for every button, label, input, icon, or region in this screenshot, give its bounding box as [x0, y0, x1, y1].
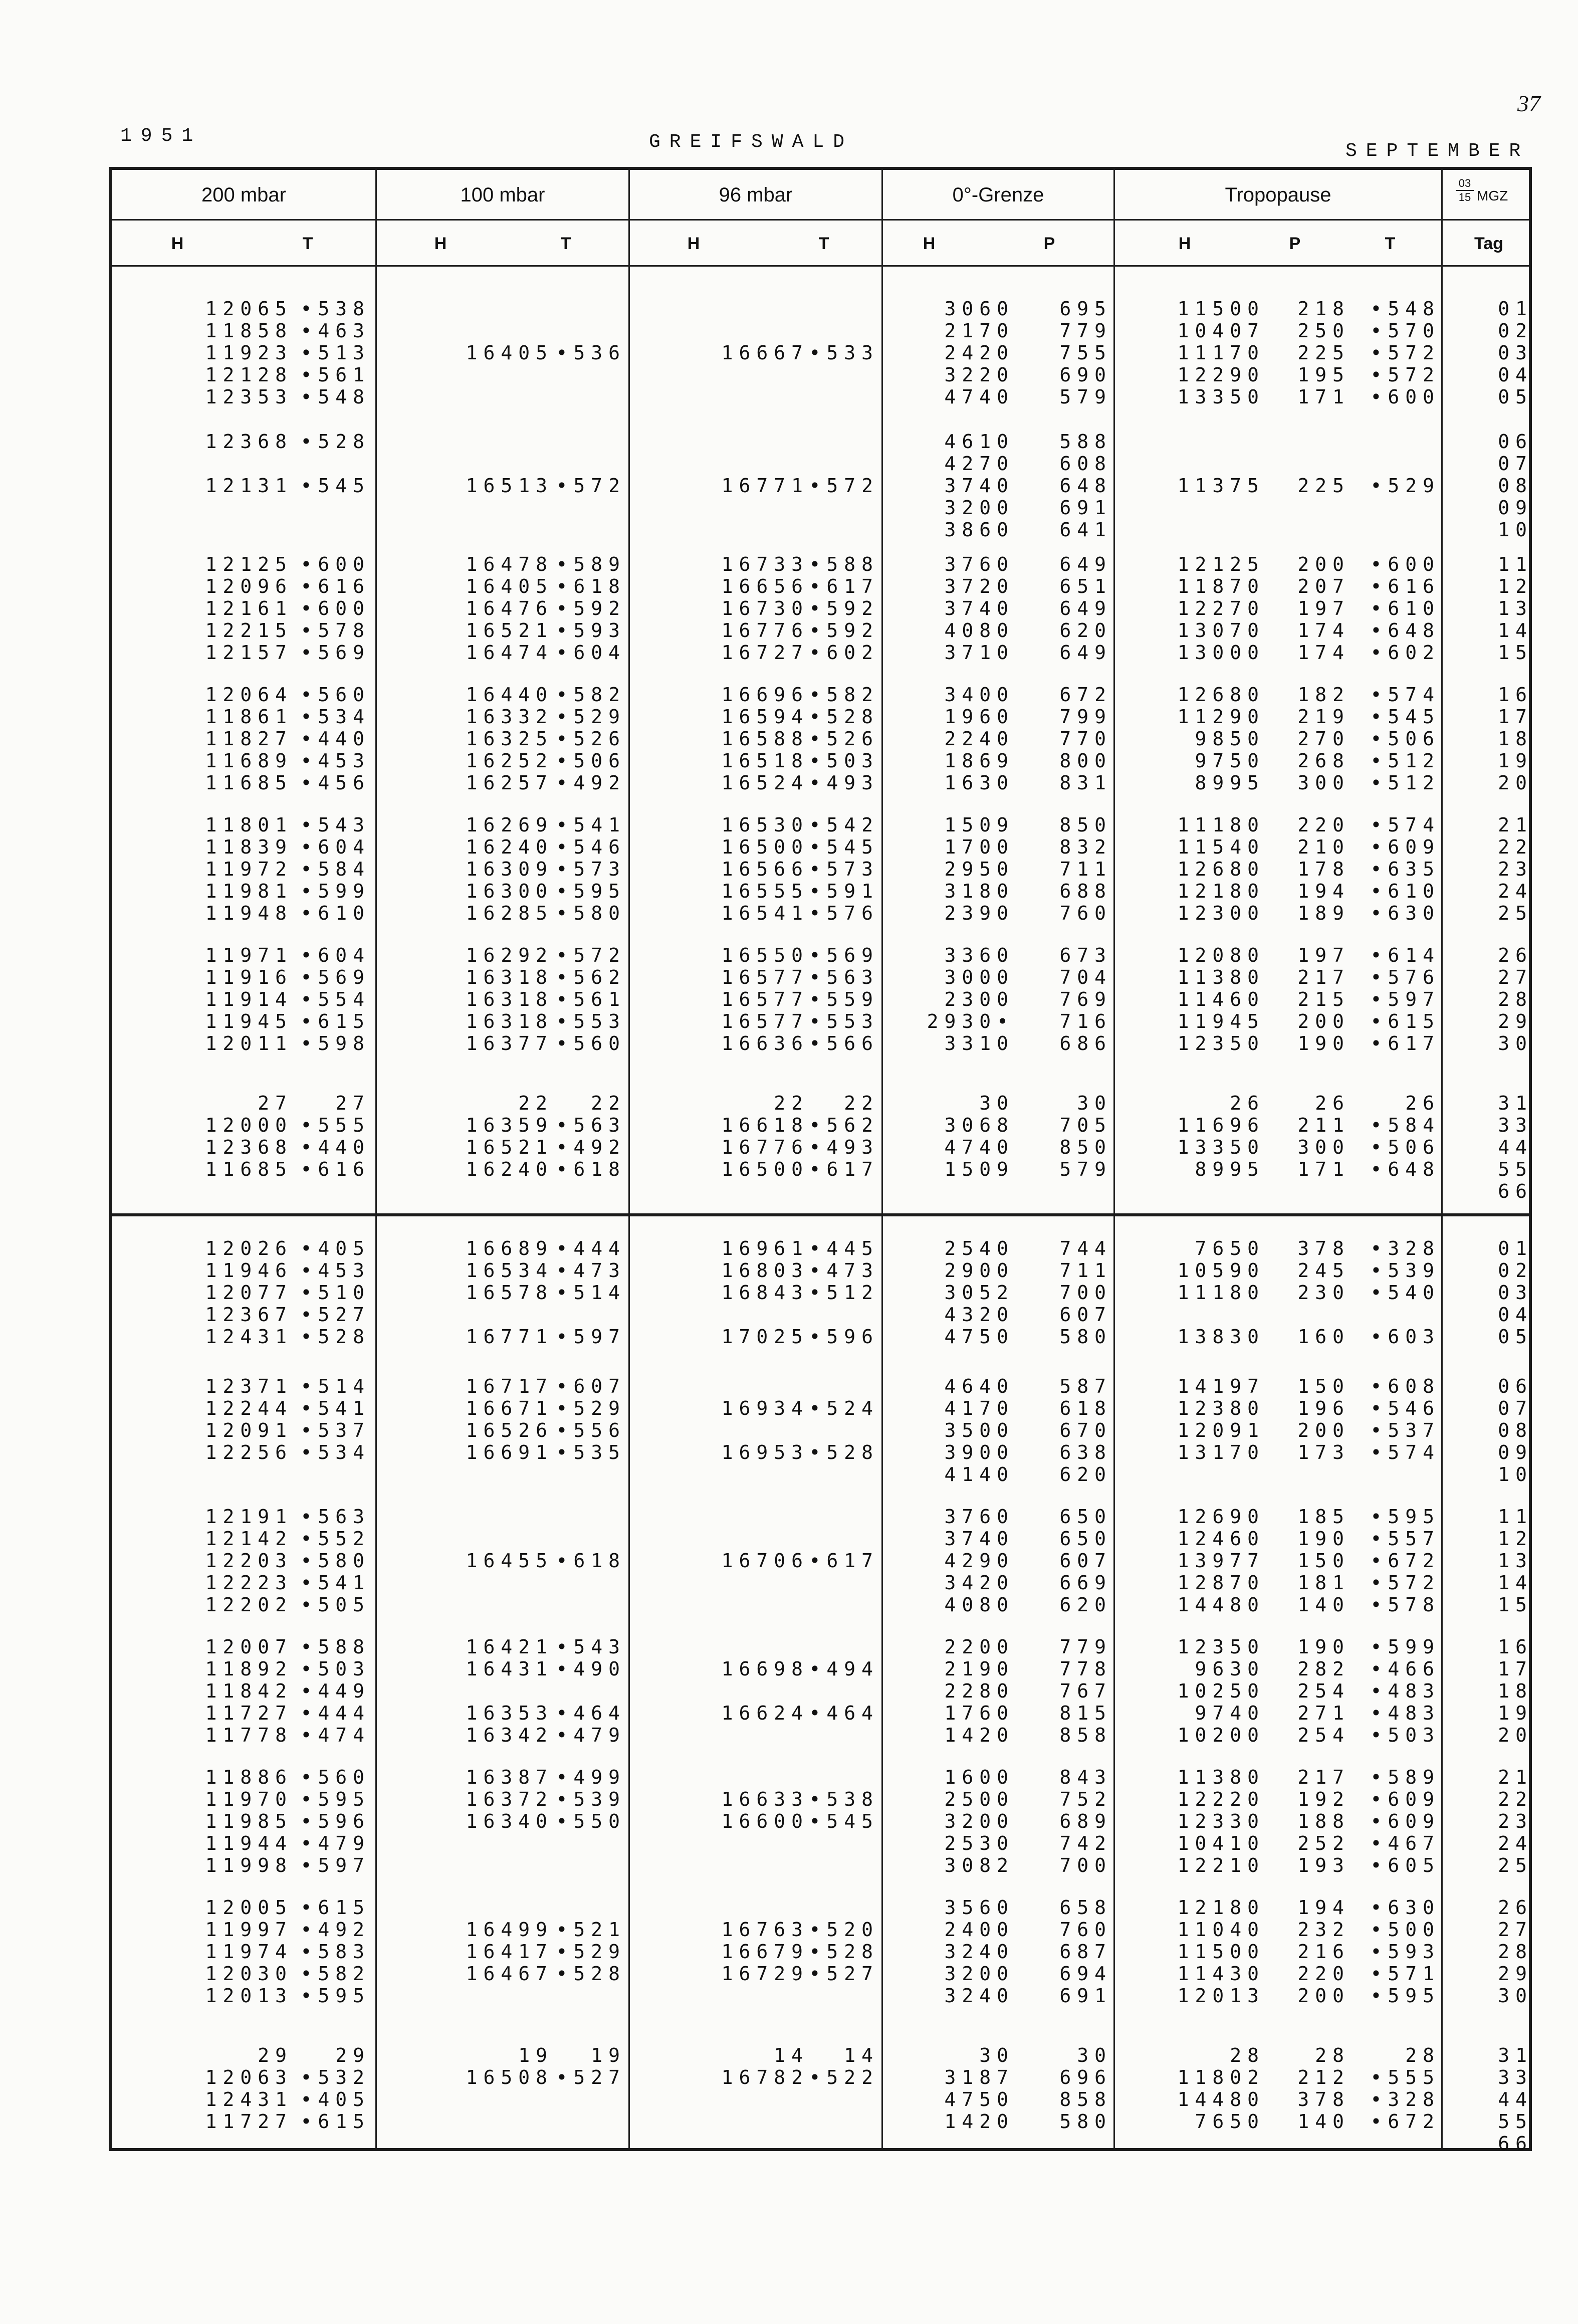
cell-p0: 779 778 767 815 858 — [1059, 1636, 1112, 1746]
cell-h200: 12065 11858 11923 12128 12353 — [205, 298, 293, 408]
col-divider — [881, 170, 883, 2148]
cell-t100: •607 •529 •556 •535 — [556, 1375, 626, 1463]
header-tropopause: Tropopause — [1225, 183, 1331, 206]
cell-ttr: •529 — [1370, 475, 1440, 497]
cell-h0: 30 3187 4750 1420 — [944, 2044, 1014, 2133]
cell-p0: 658 760 687 694 691 — [1059, 1896, 1112, 2007]
subheader-t-100: T — [560, 234, 571, 253]
cell-tag: 06 07 08 09 10 — [1498, 1375, 1533, 1486]
cell-tag: 11 12 13 14 15 — [1498, 553, 1533, 664]
cell-t96: •538 •545 — [809, 1788, 879, 1832]
cell-tag: 06 07 08 09 10 — [1498, 431, 1533, 541]
cell-ptr: 197 217 215 200 190 — [1297, 944, 1350, 1054]
cell-t100: •543 •490 •464 •479 — [556, 1636, 626, 1746]
cell-ptr: 182 219 270 268 300 — [1297, 684, 1350, 794]
col-divider — [375, 170, 377, 2148]
cell-ttr: •608 •546 •537 •574 — [1370, 1375, 1440, 1463]
cell-h100: 16499 16417 16467 — [466, 1919, 553, 1985]
cell-h96: 14 16782 — [721, 2044, 809, 2088]
cell-h96: 16550 16577 16577 16577 16636 — [721, 944, 809, 1054]
cell-h200: 27 12000 12368 11685 — [205, 1092, 293, 1180]
cell-htr: 11375 — [1177, 475, 1265, 497]
cell-ptr: 220 210 178 194 189 — [1297, 814, 1350, 924]
cell-h0: 2540 2900 3052 4320 4750 — [944, 1237, 1014, 1348]
cell-h100: 16387 16372 16340 — [466, 1766, 553, 1832]
cell-h96: 16733 16656 16730 16776 16727 — [721, 553, 809, 664]
subheader-h-96: H — [687, 234, 700, 253]
cell-h0: 3560 2400 3240 3200 3240 — [944, 1896, 1014, 2007]
cell-tag: 21 22 23 24 25 — [1498, 1766, 1533, 1876]
cell-h200: 29 12063 12431 11727 — [205, 2044, 293, 2133]
cell-t200: •615 •492 •583 •582 •595 — [300, 1896, 370, 2007]
cell-ptr: 225 — [1297, 475, 1350, 497]
cell-t100: •536 — [556, 342, 626, 364]
cell-htr: 12350 9630 10250 9740 10200 — [1177, 1636, 1265, 1746]
cell-ptr: 185 190 150 181 140 — [1297, 1506, 1350, 1616]
cell-t100: •521 •529 •528 — [556, 1919, 626, 1985]
cell-h0: 1600 2500 3200 2530 3082 — [944, 1766, 1014, 1876]
cell-t96: 14 •522 — [809, 2044, 879, 2088]
cell-t200: •543 •604 •584 •599 •610 — [300, 814, 370, 924]
cell-t200: 27 •555 •440 •616 — [300, 1092, 370, 1180]
cell-t100: •589 •618 •592 •593 •604 — [556, 553, 626, 664]
cell-h200: 12368 12131 — [205, 431, 293, 497]
mgz-fraction-top: 03 — [1458, 177, 1471, 189]
cell-t100: 22 •563 •492 •618 — [556, 1092, 626, 1180]
cell-ttr: 26 •584 •506 •648 — [1370, 1092, 1440, 1180]
cell-tag: 31 33 44 55 66 — [1498, 1092, 1533, 1202]
subheader-tag: Tag — [1474, 234, 1503, 253]
cell-t100: •444 •473 •514 •597 — [556, 1237, 626, 1348]
cell-h200: 12371 12244 12091 12256 — [205, 1375, 293, 1463]
cell-h100: 16689 16534 16578 16771 — [466, 1237, 553, 1348]
page-number: 37 — [1517, 91, 1540, 116]
cell-ttr: •574 •609 •635 •610 •630 — [1370, 814, 1440, 924]
header-zero-degree: 0°-Grenze — [952, 183, 1044, 206]
cell-t96: •533 — [809, 342, 879, 364]
subheader-h-trop: H — [1178, 234, 1191, 253]
cell-htr: 26 11696 13350 8995 — [1177, 1092, 1265, 1180]
cell-p0: 588 608 648 691 641 — [1059, 431, 1112, 541]
cell-t200: •563 •552 •580 •541 •505 — [300, 1506, 370, 1616]
col-divider — [628, 170, 630, 2148]
header-96-mbar: 96 mbar — [719, 183, 793, 206]
subheader-t-96: T — [818, 234, 829, 253]
cell-tag: 21 22 23 24 25 — [1498, 814, 1533, 924]
cell-h200: 12064 11861 11827 11689 11685 — [205, 684, 293, 794]
cell-htr: 12690 12460 13977 12870 14480 — [1177, 1506, 1265, 1616]
cell-htr: 11180 11540 12680 12180 12300 — [1177, 814, 1265, 924]
cell-h100: 16440 16332 16325 16252 16257 — [466, 684, 553, 794]
subheader-p-trop: P — [1289, 234, 1301, 253]
cell-h200: 12007 11892 11842 11727 11778 — [205, 1636, 293, 1746]
cell-t96: •588 •617 •592 •592 •602 — [809, 553, 879, 664]
cell-htr: 7650 10590 11180 13830 — [1177, 1237, 1265, 1348]
cell-tag: 11 12 13 14 15 — [1498, 1506, 1533, 1616]
cell-tag: 01 02 03 04 05 — [1498, 1237, 1533, 1348]
cell-h100: 16405 — [466, 342, 553, 364]
cell-tag: 26 27 28 29 30 — [1498, 1896, 1533, 2007]
cell-htr: 11500 10407 11170 12290 13350 — [1177, 298, 1265, 408]
cell-htr: 12180 11040 11500 11430 12013 — [1177, 1896, 1265, 2007]
cell-t200: •405 •453 •510 •527 •528 — [300, 1237, 370, 1348]
cell-p0: 843 752 689 742 700 — [1059, 1766, 1112, 1876]
cell-h0: 4640 4170 3500 3900 4140 — [944, 1375, 1014, 1486]
subheader-h-100: H — [434, 234, 447, 253]
cell-h200: 11801 11839 11972 11981 11948 — [205, 814, 293, 924]
cell-p0: 673 704 769 716 686 — [1059, 944, 1112, 1054]
cell-t200: •528 •545 — [300, 431, 370, 497]
mgz-fraction-bottom: 15 — [1456, 190, 1474, 204]
cell-ttr: •574 •545 •506 •512 •512 — [1370, 684, 1440, 794]
subheader-divider — [112, 265, 1529, 267]
cell-h96: 16934 16953 — [721, 1397, 809, 1463]
cell-h100: 16421 16431 16353 16342 — [466, 1636, 553, 1746]
cell-t200: •514 •541 •537 •534 — [300, 1375, 370, 1463]
cell-t200: •538 •463 •513 •561 •548 — [300, 298, 370, 408]
cell-t100: •582 •529 •526 •506 •492 — [556, 684, 626, 794]
cell-ttr: •328 •539 •540 •603 — [1370, 1237, 1440, 1348]
cell-h96: 16698 16624 — [721, 1658, 809, 1724]
cell-htr: 12080 11380 11460 11945 12350 — [1177, 944, 1265, 1054]
cell-t100: •572 •562 •561 •553 •560 — [556, 944, 626, 1054]
cell-t96: 22 •562 •493 •617 — [809, 1092, 879, 1180]
cell-h0: 3360 3000 2300 2930• 3310 — [927, 944, 1014, 1054]
cell-ttr: •600 •616 •610 •648 •602 — [1370, 553, 1440, 664]
cell-ptr: 217 192 188 252 193 — [1297, 1766, 1350, 1876]
cell-t100: •541 •546 •573 •595 •580 — [556, 814, 626, 924]
cell-htr: 12680 11290 9850 9750 8995 — [1177, 684, 1265, 794]
cell-t96: •520 •528 •527 — [809, 1919, 879, 1985]
subheader-t-200: T — [302, 234, 313, 253]
cell-t96: •572 — [809, 475, 879, 497]
cell-t200: •588 •503 •449 •444 •474 — [300, 1636, 370, 1746]
cell-t96: •524 •528 — [809, 1397, 879, 1463]
section-separator — [112, 1213, 1529, 1216]
cell-h100: 22 16359 16521 16240 — [466, 1092, 553, 1180]
cell-h200: 11886 11970 11985 11944 11998 — [205, 1766, 293, 1876]
header-100-mbar: 100 mbar — [460, 183, 545, 206]
cell-p0: 587 618 670 638 620 — [1059, 1375, 1112, 1486]
cell-t96: •445 •473 •512 •596 — [809, 1237, 879, 1348]
cell-h96: 16633 16600 — [721, 1788, 809, 1832]
cell-h100: 16513 — [466, 475, 553, 497]
cell-h96: 16667 — [721, 342, 809, 364]
month: SEPTEMBER — [1345, 140, 1530, 162]
cell-t100: •499 •539 •550 — [556, 1766, 626, 1832]
cell-ttr: •614 •576 •597 •615 •617 — [1370, 944, 1440, 1054]
cell-t100: •572 — [556, 475, 626, 497]
cell-t96: •494 •464 — [809, 1658, 879, 1724]
cell-h0: 4610 4270 3740 3200 3860 — [944, 431, 1014, 541]
cell-h100: 16717 16671 16526 16691 — [466, 1375, 553, 1463]
cell-h0: 3400 1960 2240 1869 1630 — [944, 684, 1014, 794]
cell-ptr: 28 212 378 140 — [1297, 2044, 1350, 2133]
cell-ptr: 190 282 254 271 254 — [1297, 1636, 1350, 1746]
cell-t96: •617 — [809, 1550, 879, 1572]
cell-tag: 16 17 18 19 20 — [1498, 684, 1533, 794]
year: 1951 — [120, 125, 202, 147]
cell-tag: 31 33 44 55 66 — [1498, 2044, 1533, 2155]
cell-h96: 16696 16594 16588 16518 16524 — [721, 684, 809, 794]
cell-ptr: 378 245 230 160 — [1297, 1237, 1350, 1348]
subheader-p-zero: P — [1043, 234, 1055, 253]
cell-h200: 12026 11946 12077 12367 12431 — [205, 1237, 293, 1348]
cell-h96: 16706 — [721, 1550, 809, 1572]
cell-h0: 3760 3720 3740 4080 3710 — [944, 553, 1014, 664]
header-200-mbar: 200 mbar — [201, 183, 286, 206]
col-divider — [1113, 170, 1115, 2148]
cell-h100: 16292 16318 16318 16318 16377 — [466, 944, 553, 1054]
cell-p0: 850 832 711 688 760 — [1059, 814, 1112, 924]
cell-h0: 30 3068 4740 1509 — [944, 1092, 1014, 1180]
cell-p0: 30 696 858 580 — [1059, 2044, 1112, 2133]
cell-ptr: 194 232 216 220 200 — [1297, 1896, 1350, 2007]
cell-t200: •560 •595 •596 •479 •597 — [300, 1766, 370, 1876]
cell-p0: 672 799 770 800 831 — [1059, 684, 1112, 794]
cell-ttr: •548 •570 •572 •572 •600 — [1370, 298, 1440, 408]
cell-t200: 29 •532 •405 •615 — [300, 2044, 370, 2133]
cell-htr: 11380 12220 12330 10410 12210 — [1177, 1766, 1265, 1876]
cell-h100: 16478 16405 16476 16521 16474 — [466, 553, 553, 664]
station-name: GREIFSWALD — [649, 131, 854, 153]
header-mgz — [1453, 174, 1528, 219]
cell-ptr: 218 250 225 195 171 — [1297, 298, 1350, 408]
subheader-h-200: H — [171, 234, 184, 253]
cell-t200: •600 •616 •600 •578 •569 — [300, 553, 370, 664]
cell-t200: •604 •569 •554 •615 •598 — [300, 944, 370, 1054]
cell-h96: 22 16618 16776 16500 — [721, 1092, 809, 1180]
cell-p0: 30 705 850 579 — [1059, 1092, 1112, 1180]
cell-h96: 16763 16679 16729 — [721, 1919, 809, 1985]
mgz-fraction — [1456, 177, 1474, 204]
cell-h100: 16455 — [466, 1550, 553, 1572]
cell-p0: 650 650 607 669 620 — [1059, 1506, 1112, 1616]
cell-tag: 01 02 03 04 05 — [1498, 298, 1533, 408]
cell-p0: 649 651 649 620 649 — [1059, 553, 1112, 664]
cell-ttr: •599 •466 •483 •483 •503 — [1370, 1636, 1440, 1746]
cell-ttr: •595 •557 •672 •572 •578 — [1370, 1506, 1440, 1616]
col-divider — [1441, 170, 1443, 2148]
mgz-label: MGZ — [1477, 188, 1508, 203]
cell-ttr: •630 •500 •593 •571 •595 — [1370, 1896, 1440, 2007]
cell-t96: •542 •545 •573 •591 •576 — [809, 814, 879, 924]
cell-p0: 744 711 700 607 580 — [1059, 1237, 1112, 1348]
cell-h200: 11971 11916 11914 11945 12011 — [205, 944, 293, 1054]
cell-h100: 19 16508 — [466, 2044, 553, 2088]
cell-htr: 14197 12380 12091 13170 — [1177, 1375, 1265, 1463]
cell-ptr: 150 196 200 173 — [1297, 1375, 1350, 1463]
cell-htr: 28 11802 14480 7650 — [1177, 2044, 1265, 2133]
cell-ttr: •589 •609 •609 •467 •605 — [1370, 1766, 1440, 1876]
cell-ttr: 28 •555 •328 •672 — [1370, 2044, 1440, 2133]
cell-h0: 3760 3740 4290 3420 4080 — [944, 1506, 1014, 1616]
cell-tag: 26 27 28 29 30 — [1498, 944, 1533, 1054]
cell-h100: 16269 16240 16309 16300 16285 — [466, 814, 553, 924]
cell-t96: •582 •528 •526 •503 •493 — [809, 684, 879, 794]
cell-h0: 2200 2190 2280 1760 1420 — [944, 1636, 1014, 1746]
cell-t100: •618 — [556, 1550, 626, 1572]
cell-h96: 16961 16803 16843 17025 — [721, 1237, 809, 1348]
cell-t96: •569 •563 •559 •553 •566 — [809, 944, 879, 1054]
cell-h200: 12005 11997 11974 12030 12013 — [205, 1896, 293, 2007]
cell-h200: 12191 12142 12203 12223 12202 — [205, 1506, 293, 1616]
cell-h96: 16771 — [721, 475, 809, 497]
subheader-h-zero: H — [923, 234, 936, 253]
cell-p0: 695 779 755 690 579 — [1059, 298, 1112, 408]
header-divider — [112, 219, 1529, 221]
cell-htr: 12125 11870 12270 13070 13000 — [1177, 553, 1265, 664]
cell-t200: •560 •534 •440 •453 •456 — [300, 684, 370, 794]
data-table — [109, 167, 1533, 2155]
cell-h0: 1509 1700 2950 3180 2390 — [944, 814, 1014, 924]
cell-tag: 16 17 18 19 20 — [1498, 1636, 1533, 1746]
cell-ptr: 26 211 300 171 — [1297, 1092, 1350, 1180]
cell-t100: 19 •527 — [556, 2044, 626, 2088]
cell-h0: 3060 2170 2420 3220 4740 — [944, 298, 1014, 408]
cell-ptr: 200 207 197 174 174 — [1297, 553, 1350, 664]
cell-h96: 16530 16500 16566 16555 16541 — [721, 814, 809, 924]
cell-h200: 12125 12096 12161 12215 12157 — [205, 553, 293, 664]
subheader-t-trop: T — [1385, 234, 1396, 253]
